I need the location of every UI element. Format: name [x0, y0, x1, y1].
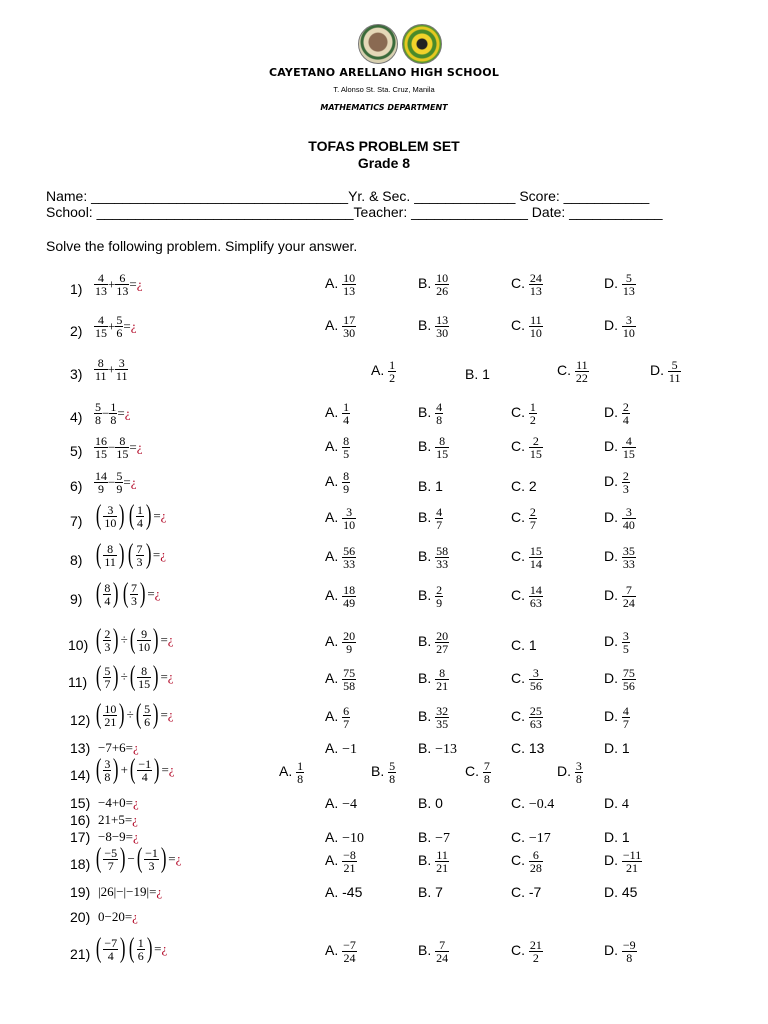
option-b: B. $\frac{58}{33}$	[418, 544, 449, 571]
item-number: 20)	[70, 909, 91, 925]
question-18: ( $\frac{-5}{7}$ ) −( $\frac{-1}{3}$ ) =¿	[95, 843, 182, 874]
item-number: 3)	[70, 366, 83, 382]
question-4: $\frac{5}{8}$ − $\frac{1}{8}$ =¿	[95, 400, 131, 427]
question-21: ( $\frac{-7}{4}$ ) ( $\frac{1}{6}$ ) =¿	[95, 933, 168, 964]
department-seal-logo	[402, 24, 442, 64]
option-d: D. $\frac{5}{11}$	[650, 358, 681, 385]
option-b: B. $\frac{11}{21}$	[418, 848, 449, 875]
option-b: B. 0	[418, 795, 443, 811]
option-a: A. $\frac{1}{8}$	[279, 759, 304, 786]
option-a: A. -45	[325, 884, 363, 900]
option-a: A. $\frac{20}{9}$	[325, 629, 356, 656]
option-d: D. 45	[604, 884, 638, 900]
option-c: C. $\frac{1}{2}$	[511, 400, 536, 427]
question-15: −4+0=¿	[98, 795, 139, 810]
question-17: −8−9=¿	[98, 829, 139, 844]
option-d: D. $\frac{5}{13}$	[604, 271, 635, 298]
department-name: MATHEMATICS DEPARTMENT	[320, 103, 448, 112]
option-a: A. $\frac{8}{5}$	[325, 434, 350, 461]
option-d: D. 1	[604, 740, 630, 756]
question-13: −7+6=¿	[98, 740, 139, 755]
option-c: C. $\frac{2}{15}$	[511, 434, 542, 461]
option-a: A. −4	[325, 795, 358, 812]
question-1: $\frac{4}{13}$ + $\frac{6}{13}$ =¿	[95, 271, 143, 298]
option-d: D. $\frac{3}{5}$	[604, 629, 629, 656]
item-number: 4)	[70, 409, 83, 425]
school-logos	[356, 24, 446, 64]
question-3: $\frac{8}{11}$ + $\frac{3}{11}$	[95, 356, 128, 383]
option-a: A. $\frac{56}{33}$	[325, 544, 356, 571]
item-number: 11)	[68, 674, 88, 690]
option-b: B. 7	[418, 884, 443, 900]
option-c: C. 1	[511, 637, 537, 653]
option-c: C. $\frac{15}{14}$	[511, 544, 542, 571]
option-b: B. −13	[418, 740, 458, 757]
option-b: B. $\frac{13}{30}$	[418, 313, 449, 340]
option-c: C. −0.4	[511, 795, 555, 812]
instruction: Solve the following problem. Simplify your answer.	[46, 238, 358, 254]
option-d: D. 1	[604, 829, 630, 845]
option-d: D. $\frac{-9}{8}$	[604, 938, 636, 965]
info-line-2: School: _________________________________Teacher: _______________ Date: ____________	[46, 204, 663, 220]
option-a: A. $\frac{10}{13}$	[325, 271, 356, 298]
item-number: 5)	[70, 443, 83, 459]
item-number: 12)	[70, 712, 91, 728]
option-c: C. $\frac{14}{63}$	[511, 583, 542, 610]
question-10: ( $\frac{2}{3}$ ) ÷( $\frac{9}{10}$ ) =¿	[95, 624, 174, 655]
question-12: ( $\frac{10}{21}$ ) ÷( $\frac{5}{6}$ ) =¿	[95, 699, 174, 730]
option-c: C. $\frac{24}{13}$	[511, 271, 542, 298]
option-a: A. $\frac{17}{30}$	[325, 313, 356, 340]
item-number: 14)	[70, 767, 91, 783]
option-d: D. $\frac{3}{8}$	[557, 759, 582, 786]
item-number: 17)	[70, 829, 91, 845]
school-name: CAYETANO ARELLANO HIGH SCHOOL	[268, 66, 500, 79]
option-a: A. $\frac{6}{7}$	[325, 704, 350, 731]
option-d: D. $\frac{2}{3}$	[604, 469, 629, 496]
option-c: C. $\frac{21}{2}$	[511, 938, 542, 965]
option-c: C. -7	[511, 884, 542, 900]
option-d: D. $\frac{3}{40}$	[604, 505, 635, 532]
question-7: ( $\frac{3}{10}$ ) ( $\frac{1}{4}$ ) =¿	[95, 500, 167, 531]
option-d: D. $\frac{3}{10}$	[604, 313, 635, 340]
item-number: 1)	[70, 281, 83, 297]
question-6: $\frac{14}{9}$ − $\frac{5}{9}$ =¿	[95, 469, 137, 496]
item-number: 18)	[70, 856, 91, 872]
option-c: C. 2	[511, 478, 537, 494]
item-number: 6)	[70, 478, 83, 494]
option-a: A. $\frac{3}{10}$	[325, 505, 356, 532]
option-c: C. $\frac{25}{63}$	[511, 704, 542, 731]
item-number: 2)	[70, 323, 83, 339]
item-number: 13)	[70, 740, 91, 756]
option-d: D. $\frac{35}{33}$	[604, 544, 635, 571]
option-b: B. $\frac{8}{21}$	[418, 666, 449, 693]
page-title: TOFAS PROBLEM SET	[308, 138, 460, 154]
item-number: 10)	[68, 637, 89, 653]
info-line-1: Name: _________________________________Yr. & Sec. _____________ Score: ___________	[46, 188, 650, 204]
option-c: C. $\frac{2}{7}$	[511, 505, 536, 532]
option-d: D. $\frac{2}{4}$	[604, 400, 629, 427]
option-d: D. $\frac{-11}{21}$	[604, 848, 642, 875]
option-d: D. $\frac{4}{15}$	[604, 434, 635, 461]
item-number: 8)	[70, 552, 83, 568]
option-b: B. 1	[418, 478, 443, 494]
question-8: ( $\frac{8}{11}$ ) ( $\frac{7}{3}$ ) =¿	[95, 539, 166, 570]
option-a: A. $\frac{8}{9}$	[325, 469, 350, 496]
option-b: B. $\frac{2}{9}$	[418, 583, 443, 610]
option-b: B. $\frac{4}{8}$	[418, 400, 443, 427]
question-19: |26|−|−19|=¿	[98, 884, 163, 899]
option-c: C. $\frac{11}{22}$	[557, 358, 588, 385]
question-5: $\frac{16}{15}$ − $\frac{8}{15}$ =¿	[95, 434, 143, 461]
option-d: D. $\frac{75}{56}$	[604, 666, 635, 693]
option-c: C. $\frac{11}{10}$	[511, 313, 542, 340]
option-d: D. 4	[604, 795, 629, 812]
item-number: 9)	[70, 591, 83, 607]
question-2: $\frac{4}{15}$ + $\frac{5}{6}$ =¿	[95, 313, 137, 340]
option-d: D. $\frac{7}{24}$	[604, 583, 635, 610]
item-number: 15)	[70, 795, 91, 811]
question-20: 0−20=¿	[98, 909, 138, 924]
item-number: 16)	[70, 812, 91, 828]
option-b: B. $\frac{7}{24}$	[418, 938, 449, 965]
question-11: ( $\frac{5}{7}$ ) ÷( $\frac{8}{15}$ ) =¿	[95, 661, 174, 692]
option-a: A. $\frac{-7}{24}$	[325, 938, 356, 965]
option-c: C. 13	[511, 740, 545, 756]
item-number: 7)	[70, 513, 83, 529]
option-b: B. $\frac{8}{15}$	[418, 434, 449, 461]
option-c: C. $\frac{7}{8}$	[465, 759, 490, 786]
school-seal-logo	[358, 24, 398, 64]
option-c: C. −17	[511, 829, 551, 846]
option-a: A. $\frac{75}{58}$	[325, 666, 356, 693]
option-b: B. −7	[418, 829, 451, 846]
option-a: A. $\frac{1}{2}$	[371, 358, 396, 385]
question-16: 21+5=¿	[98, 812, 138, 827]
option-a: A. $\frac{18}{49}$	[325, 583, 356, 610]
option-a: A. $\frac{-8}{21}$	[325, 848, 356, 875]
option-c: C. $\frac{6}{28}$	[511, 848, 542, 875]
option-b: B. $\frac{32}{35}$	[418, 704, 449, 731]
option-b: B. $\frac{20}{27}$	[418, 629, 449, 656]
question-14: ( $\frac{3}{8}$ ) +( $\frac{-1}{4}$ ) =¿	[95, 754, 175, 785]
option-b: B. $\frac{4}{7}$	[418, 505, 443, 532]
option-b: B. $\frac{10}{26}$	[418, 271, 449, 298]
option-b: B. $\frac{5}{8}$	[371, 759, 396, 786]
option-c: C. $\frac{3}{56}$	[511, 666, 542, 693]
item-number: 19)	[70, 884, 91, 900]
option-a: A. $\frac{1}{4}$	[325, 400, 350, 427]
option-d: D. $\frac{4}{7}$	[604, 704, 629, 731]
item-number: 21)	[70, 946, 91, 962]
school-address: T. Alonso St. Sta. Cruz, Manila	[333, 85, 435, 94]
option-b: B. 1	[465, 366, 490, 382]
option-a: A. −10	[325, 829, 365, 846]
question-9: ( $\frac{8}{4}$ ) ( $\frac{7}{3}$ ) =¿	[95, 578, 161, 609]
option-a: A. −1	[325, 740, 358, 757]
grade-level: Grade 8	[357, 155, 411, 171]
